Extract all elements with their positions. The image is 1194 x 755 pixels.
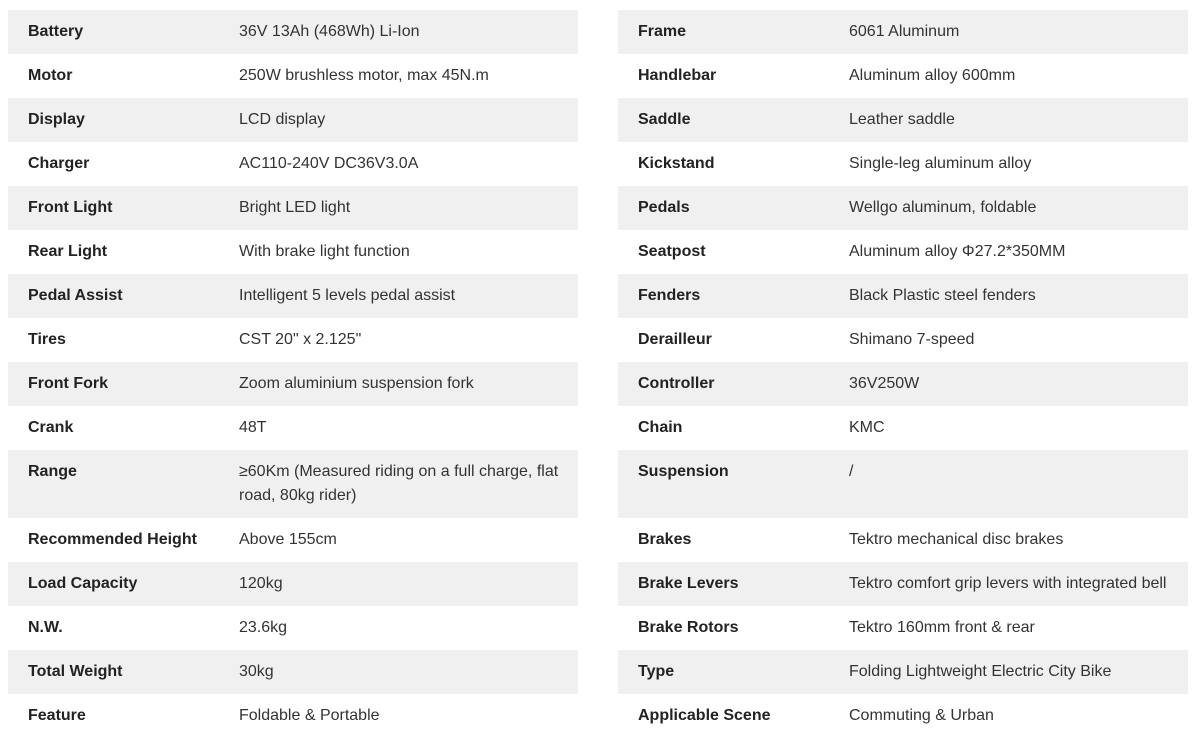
spec-value: KMC [849,419,885,436]
spec-key: Frame [638,23,687,40]
spec-value: 23.6kg [239,619,288,636]
spec-row [618,562,1188,606]
spec-key: Type [638,663,675,680]
spec-value: Tektro comfort grip levers with integrated bell [849,575,1167,592]
spec-row [618,186,1188,230]
spec-row [618,606,1188,650]
spec-value: Single-leg aluminum alloy [849,155,1032,172]
spec-key: Battery [28,23,84,40]
spec-row [8,518,578,562]
spec-row [618,518,1188,562]
spec-row [8,274,578,318]
spec-row [8,54,578,98]
spec-row [8,650,578,694]
spec-key: Tires [28,331,66,348]
spec-key: Saddle [638,111,691,128]
spec-row [8,186,578,230]
spec-value: Commuting & Urban [849,707,994,724]
spec-value: Black Plastic steel fenders [849,287,1036,304]
spec-key: Front Fork [28,375,108,392]
spec-key: Load Capacity [28,575,138,592]
spec-row [618,230,1188,274]
spec-table-left [8,10,578,738]
spec-value: CST 20" x 2.125" [239,331,362,348]
spec-row [618,142,1188,186]
spec-value: 36V250W [849,375,920,392]
spec-value: AC110-240V DC36V3.0A [239,155,419,172]
spec-value: LCD display [239,111,326,128]
spec-value: Zoom aluminium suspension fork [239,375,474,392]
spec-value: Tektro mechanical disc brakes [849,531,1064,548]
spec-key: N.W. [28,619,63,636]
spec-key: Feature [28,707,86,724]
spec-value: ≥60Km (Measured riding on a full charge, flat road, 80kg rider) [239,463,559,504]
spec-value: Tektro 160mm front & rear [849,619,1035,636]
spec-key: Display [28,111,85,128]
spec-key: Pedal Assist [28,287,123,304]
spec-row [618,694,1188,738]
spec-key: Crank [28,419,74,436]
spec-key: Pedals [638,199,690,216]
spec-row [618,274,1188,318]
spec-key: Applicable Scene [638,707,771,724]
spec-value: 6061 Aluminum [849,23,960,40]
spec-row [618,362,1188,406]
spec-row [618,650,1188,694]
spec-key: Recommended Height [28,531,197,548]
spec-key: Suspension [638,463,729,480]
spec-key: Brake Rotors [638,619,739,636]
spec-value: Above 155cm [239,531,337,548]
spec-value: 120kg [239,575,283,592]
spec-key: Total Weight [28,663,123,680]
spec-row [618,54,1188,98]
spec-row [8,318,578,362]
spec-key: Motor [28,67,73,84]
spec-row [618,450,1188,518]
spec-key: Chain [638,419,683,436]
spec-row [8,10,578,54]
spec-value: Wellgo aluminum, foldable [849,199,1037,216]
spec-row [8,694,578,738]
spec-value: Aluminum alloy 600mm [849,67,1016,84]
spec-key: Charger [28,155,90,172]
spec-key: Rear Light [28,243,108,260]
spec-row [618,98,1188,142]
spec-value: Aluminum alloy Φ27.2*350MM [849,243,1066,260]
spec-key: Controller [638,375,715,392]
spec-value: 30kg [239,663,274,680]
spec-key: Fenders [638,287,701,304]
spec-key: Seatpost [638,243,706,260]
spec-row [8,562,578,606]
spec-row [8,230,578,274]
spec-key: Brake Levers [638,575,739,592]
spec-value: With brake light function [239,243,410,260]
spec-value: Intelligent 5 levels pedal assist [239,287,456,304]
spec-value: Folding Lightweight Electric City Bike [849,663,1112,680]
spec-key: Front Light [28,199,113,216]
spec-key: Derailleur [638,331,712,348]
spec-row [8,606,578,650]
spec-table-right [618,10,1188,738]
spec-row [618,406,1188,450]
spec-value: 36V 13Ah (468Wh) Li-Ion [239,23,420,40]
spec-key: Brakes [638,531,692,548]
spec-value: Leather saddle [849,111,955,128]
spec-row [618,10,1188,54]
spec-key: Kickstand [638,155,715,172]
spec-row [8,98,578,142]
spec-row [8,450,578,518]
spec-key: Handlebar [638,67,717,84]
spec-value: Shimano 7-speed [849,331,975,348]
spec-value: Bright LED light [239,199,351,216]
spec-key: Range [28,463,77,480]
spec-row [8,142,578,186]
spec-value: 48T [239,419,267,436]
spec-value: 250W brushless motor, max 45N.m [239,67,489,84]
spec-row [618,318,1188,362]
spec-row [8,362,578,406]
spec-value: / [849,463,854,480]
spec-value: Foldable & Portable [239,707,380,724]
spec-row [8,406,578,450]
